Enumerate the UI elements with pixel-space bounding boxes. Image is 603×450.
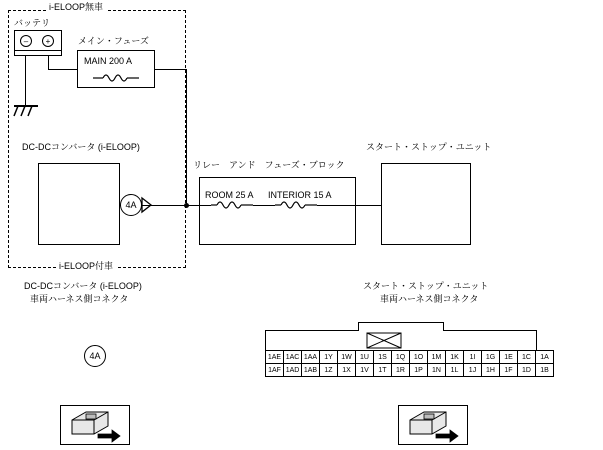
dcdc-converter-label: DC-DCコンバータ (i-ELOOP) [22,142,140,152]
pin-cell: 1P [410,364,428,377]
dcdc-terminal-4a: 4A [120,194,142,216]
pin-cell: 1AD [284,364,302,377]
interior-fuse-label: INTERIOR 15 A [268,190,332,200]
relay-fuse-block-box [199,177,356,245]
pin-cell: 1T [374,364,392,377]
pin-cell: 1I [464,351,482,364]
pin-cell: 1Z [320,364,338,377]
pin-cell: 1M [428,351,446,364]
start-stop-unit-label: スタート・ストップ・ユニット [366,142,492,152]
main-fuse-rating: MAIN 200 A [84,56,133,66]
connector-shell-tab [358,322,444,331]
pin-cell: 1S [374,351,392,364]
pin-cell: 1G [482,351,500,364]
pin-cell: 1N [428,364,446,377]
ground-symbol [12,104,40,120]
room-fuse-element-icon [211,199,253,211]
region-with-ieloop-label: i-ELOOP付車 [56,261,116,272]
battery-positive-terminal: + [42,35,54,47]
pin-cell: 1AE [266,351,284,364]
pin-cell: 1AA [302,351,320,364]
dcdc-converter-box [38,163,120,245]
right-connector-pictogram-icon [402,408,464,442]
right-connector-caption-line1: スタート・ストップ・ユニット [363,281,489,291]
pin-cell: 1Q [392,351,410,364]
pin-cell: 1K [446,351,464,364]
main-fuse-output-line [155,69,187,70]
right-connector-caption-line2: 車両ハーネス側コネクタ [380,294,479,304]
pin-cell: 1AC [284,351,302,364]
relay-fuse-block-label: リレー アンド フューズ・ブロック [193,160,345,170]
block-mid-line [253,205,275,206]
block-output-line [317,205,381,206]
table-row [266,364,554,377]
battery-negative-terminal: – [20,35,32,47]
main-fuse-label: メイン・フューズ [78,36,149,46]
room-fuse-label: ROOM 25 A [205,190,254,200]
pin-cell: 1F [500,364,518,377]
left-connector-caption-line1: DC-DCコンバータ (i-ELOOP) [24,281,142,291]
pin-cell: 1AF [266,364,284,377]
pin-cell: 1V [356,364,374,377]
legend-terminal-4a: 4A [84,345,106,367]
pin-cell: 1Y [320,351,338,364]
battery-label: バッテリ [14,18,51,28]
table-row [266,351,554,364]
pin-cell: 1C [518,351,536,364]
pin-cell: 1D [518,364,536,377]
battery-positive-lead-vertical [48,56,49,70]
pin-table [265,350,554,377]
pin-cell: 1W [338,351,356,364]
region-no-ieloop-label: i-ELOOP無車 [46,2,106,13]
dcdc-direction-arrow-icon [142,198,154,212]
pin-cell: 1H [482,364,500,377]
interior-fuse-element-icon [275,199,317,211]
main-feed-vertical [186,69,187,205]
block-input-line [186,205,211,206]
pin-cell: 1B [536,364,554,377]
pin-cell: 1J [464,364,482,377]
battery-inner-line [14,50,62,51]
main-fuse-element-icon [93,72,139,84]
pin-cell: 1L [446,364,464,377]
start-stop-unit-box [381,163,471,245]
pin-cell: 1E [500,351,518,364]
pin-cell: 1AB [302,364,320,377]
pin-cell: 1A [536,351,554,364]
left-connector-pictogram-icon [64,408,126,442]
pin-cell: 1U [356,351,374,364]
connector-blank-slot-icon [367,333,401,348]
pin-cell: 1X [338,364,356,377]
left-connector-caption-line2: 車両ハーネス側コネクタ [30,294,129,304]
battery-positive-lead-horizontal [48,69,77,70]
pin-cell: 1R [392,364,410,377]
pin-cell: 1O [410,351,428,364]
battery-negative-lead [25,56,26,106]
